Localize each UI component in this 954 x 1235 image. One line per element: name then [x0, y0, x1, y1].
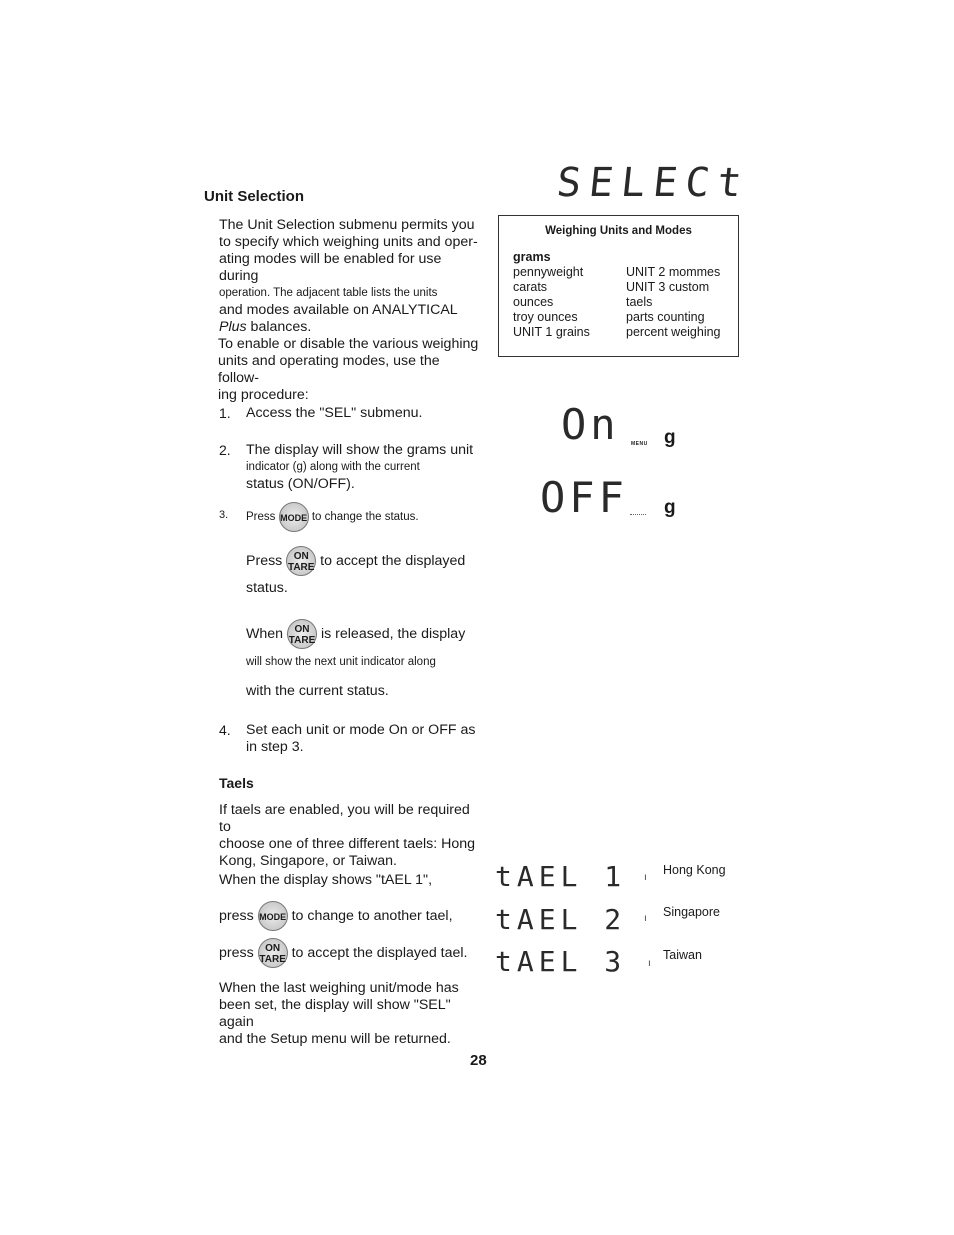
table-cell: UNIT 1 grains	[513, 325, 590, 339]
table-title: Weighing Units and Modes	[545, 225, 692, 237]
step-4-line: in step 3.	[246, 739, 304, 755]
step-3c-rest: is released, the display	[320, 625, 466, 642]
table-cell: troy ounces	[513, 310, 578, 324]
step-3b-rest: to accept the displayed	[320, 552, 466, 569]
final-line: When the last weighing unit/mode has	[219, 980, 459, 996]
step-2-line: indicator (g) along with the current	[246, 461, 420, 473]
taels-press-mode	[219, 901, 453, 931]
taels-press-mode-rest: to change to another tael,	[291, 907, 453, 924]
table-cell: UNIT 3 custom	[626, 280, 710, 294]
intro-paragraph	[219, 217, 479, 336]
table-cell: UNIT 2 mommes	[626, 265, 721, 279]
taels-final-paragraph	[219, 980, 484, 1048]
off-display: OFF	[540, 473, 628, 522]
tare-label: TARE	[287, 562, 315, 573]
menu-label: MENU	[631, 441, 648, 447]
enable-line: ing procedure:	[218, 387, 309, 403]
taels-line: Kong, Singapore, or Taiwan.	[219, 853, 397, 869]
step-2-line: status (ON/OFF).	[246, 476, 355, 492]
step-3c-line3: with the current status.	[246, 683, 389, 699]
press-word: press	[219, 907, 254, 924]
unit-indicator-g: g	[664, 427, 676, 448]
on-label: ON	[265, 943, 281, 954]
step-3c-line	[246, 619, 465, 649]
intro-line-rest: balances.	[246, 319, 312, 335]
on-label: ON	[294, 624, 310, 635]
tare-label: TARE	[288, 635, 316, 646]
step-3b-line	[246, 546, 465, 576]
step-1-number: 1.	[219, 405, 231, 421]
on-display: On	[561, 400, 620, 449]
intro-line: and modes available on ANALYTICAL	[219, 302, 458, 318]
table-col-1	[513, 265, 590, 340]
step-3c-line2: will show the next unit indicator along	[246, 656, 436, 668]
tael-1-display: tAEL 1	[495, 860, 627, 893]
tael-label-hong-kong: Hong Kong	[663, 863, 726, 877]
intro-line: The Unit Selection submenu permits you	[219, 217, 475, 233]
final-line: been set, the display will show "SEL" again	[219, 997, 451, 1030]
table-cell: percent weighing	[626, 325, 721, 339]
select-display: SELECt	[554, 160, 752, 206]
press-word: press	[219, 944, 254, 961]
units-table	[498, 215, 739, 357]
intro-line: to specify which weighing units and oper-	[219, 234, 478, 250]
enable-line: units and operating modes, use the follow-	[218, 353, 440, 386]
on-tare-button-icon	[286, 546, 316, 576]
step-3-line	[246, 502, 419, 532]
step-4-text	[246, 722, 475, 756]
table-cell: taels	[626, 295, 653, 309]
unit-indicator-g-2: g	[664, 497, 676, 518]
tick-mark: ı	[648, 958, 651, 969]
step-2-number: 2.	[219, 442, 231, 458]
step-1-text: Access the "SEL" submenu.	[246, 405, 423, 421]
taels-line: choose one of three different taels: Hong	[219, 836, 476, 852]
final-line: and the Setup menu will be returned.	[219, 1031, 451, 1047]
intro-line: operation. The adjacent table lists the units	[219, 287, 438, 299]
taels-press-on-rest: to accept the displayed tael.	[291, 944, 468, 961]
taels-paragraph	[219, 802, 484, 870]
step-2-line: The display will show the grams unit	[246, 442, 474, 458]
on-tare-button-icon	[258, 938, 288, 968]
intro-line: ating modes will be enabled for use during	[219, 251, 442, 284]
step-4-line: Set each unit or mode On or OFF as	[246, 722, 476, 738]
section-title: Unit Selection	[204, 188, 305, 205]
mode-button-label: MODE	[259, 912, 287, 922]
mode-button-icon	[258, 901, 288, 931]
table-cell: carats	[513, 280, 548, 294]
enable-line: To enable or disable the various weighing	[218, 336, 479, 352]
press-word: Press	[246, 552, 283, 569]
enable-paragraph	[218, 336, 480, 404]
tick-mark: ı	[644, 872, 647, 883]
step-3-rest: to change the status.	[311, 511, 419, 524]
table-col-2	[626, 265, 721, 340]
page-number: 28	[470, 1052, 487, 1069]
on-tare-button-icon	[287, 619, 317, 649]
taels-when-shows: When the display shows "tAEL 1",	[219, 872, 433, 888]
tare-label: TARE	[259, 954, 286, 965]
step-3-number: 3.	[219, 509, 229, 521]
taels-press-on	[219, 938, 468, 968]
table-cell: parts counting	[626, 310, 705, 324]
tael-label-singapore: Singapore	[663, 905, 720, 919]
mode-button-label: MODE	[280, 513, 308, 523]
intro-line	[219, 319, 479, 336]
tick-mark: ı	[644, 913, 647, 924]
tael-2-display: tAEL 2	[495, 903, 627, 936]
table-cell: ounces	[513, 295, 554, 309]
dotted-mark	[630, 514, 646, 515]
step-2-text	[246, 442, 482, 493]
tael-label-taiwan: Taiwan	[663, 948, 702, 962]
table-cell: pennyweight	[513, 265, 584, 279]
when-word: When	[246, 625, 284, 642]
step-3b-line2: status.	[246, 580, 288, 596]
on-label: ON	[293, 551, 309, 562]
taels-title: Taels	[219, 775, 254, 791]
plus-italic: Plus	[219, 319, 247, 335]
press-word: Press	[246, 511, 276, 524]
mode-button-icon	[279, 502, 309, 532]
taels-line: If taels are enabled, you will be required to	[219, 802, 470, 835]
tael-3-display: tAEL 3	[495, 945, 627, 978]
step-4-number: 4.	[219, 722, 231, 738]
table-grams: grams	[513, 250, 551, 264]
